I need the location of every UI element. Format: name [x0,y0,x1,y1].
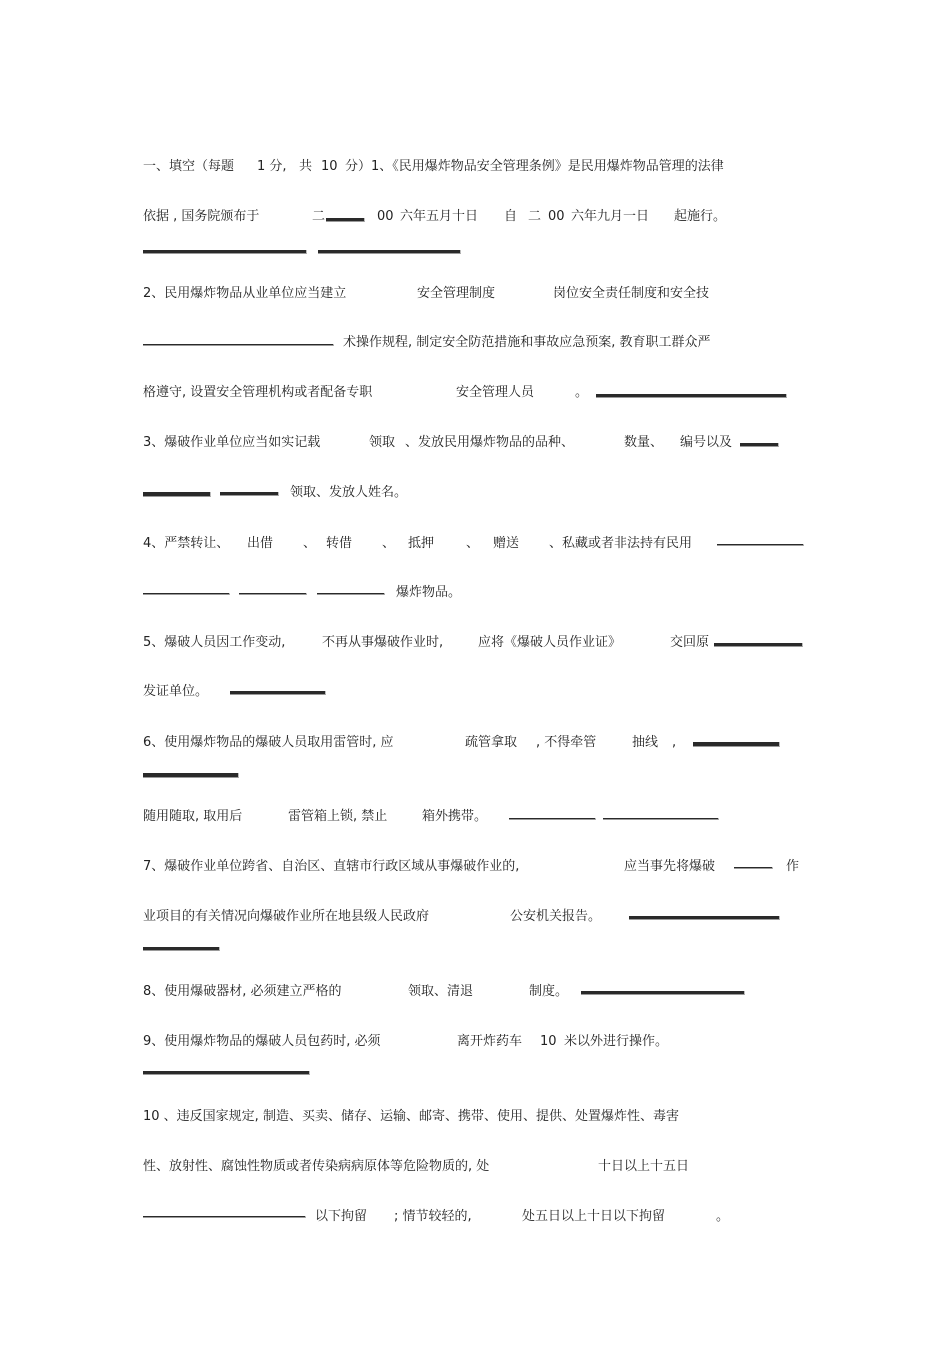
answer-text: 疏管拿取 [465,735,518,750]
answer-blank-line [220,492,279,496]
question-8-text: 制度。 [529,984,569,999]
answer-blank-line [143,250,307,254]
answer-text: 领取 [369,435,396,450]
answer-text: 领取、清退 [408,984,474,999]
answer-text: 安全管理制度 [417,286,496,301]
question-7-text: 7、爆破作业单位跨省、自治区、直辖市行政区域从事爆破作业的, [143,859,520,874]
answer-text: 出借 [247,536,274,551]
question-7-text: 业项目的有关情况向爆破作业所在地县级人民政府 [143,909,430,924]
text: 、 [466,536,480,551]
question-2-text: 2、民用爆炸物品从业单位应当建立 [143,286,347,301]
answer-blank-line [596,394,787,398]
question-6-text: 随用随取, 取用后 [143,809,243,824]
answer-text: 应当事先将爆破 [624,859,716,874]
section-heading-text: 一、填空（每题 [143,159,235,174]
question-2-text: 术操作规程, 制定安全防范措施和事故应急预案, 教育职工群众严 [343,335,711,350]
answer-blank-line [143,947,220,951]
answer-text: 00 [548,209,565,224]
answer-blank-line [143,344,334,346]
answer-text: 不再从事爆破作业时, [322,635,444,650]
answer-text: 转借 [326,536,353,551]
answer-text: 编号以及 [680,435,733,450]
text: 。 [575,385,589,400]
answer-blank-line [143,1216,306,1218]
answer-text: 箱外携带。 [422,809,488,824]
answer-blank-line [239,593,307,595]
answer-blank-line [603,818,719,820]
question-4-text: 爆炸物品。 [396,585,462,600]
answer-text: 赠送 [493,536,520,551]
answer-text: 数量、 [624,435,664,450]
answer-blank-line [714,643,803,647]
answer-blank-line [143,593,230,595]
question-1-text: 依据 , 国务院颁布于 [143,209,260,224]
answer-blank-line [318,250,461,254]
answer-blank-line [509,818,596,820]
answer-blank-line [734,867,773,869]
answer-text: 雷管箱上锁, 禁止 [288,809,388,824]
question-4-text: 4、严禁转让、 [143,536,230,551]
answer-text: 抽线 [632,735,659,750]
answer-text: 六年五月十日 [400,209,479,224]
answer-blank-line [143,1071,310,1075]
answer-blank-line [717,544,804,546]
answer-text: 10 [540,1034,557,1049]
question-7-text: 作 [786,859,800,874]
text: 、 [382,536,396,551]
answer-text: 抵押 [408,536,435,551]
question-9-text: 米以外进行操作。 [564,1034,669,1049]
answer-blank-line [230,691,326,695]
answer-text: 安全管理人员 [456,385,535,400]
answer-text: 十日以上十五日 [598,1159,690,1174]
answer-text: 六年九月一日 [571,209,650,224]
answer-blank-line [693,742,780,747]
answer-blank-line [629,916,780,920]
question-2-text: 格遵守, 设置安全管理机构或者配备专职 [143,385,373,400]
total-points: 10 [321,159,338,174]
answer-blank-line [581,991,745,995]
answer-text: 离开炸药车 [457,1034,523,1049]
question-9-text: 9、使用爆炸物品的爆破人员包药时, 必须 [143,1034,381,1049]
answer-blank-line [143,492,211,497]
question-6-text: , 不得牵管 [536,735,597,750]
answer-blank-line [143,773,239,778]
question-10-text: 10 、违反国家规定, 制造、买卖、储存、运输、邮寄、携带、使用、提供、处置爆炸性、毒害 [143,1109,679,1124]
text: , [672,735,677,750]
question-1-text: 分）1、《民用爆炸物品安全管理条例》是民用爆炸物品管理的法律 [345,159,724,174]
question-10-text: 性、放射性、腐蚀性物质或者传染病病原体等危险物质的, 处 [143,1159,490,1174]
points-per-question: 1 分, [257,159,287,174]
answer-blank-line [740,443,779,447]
answer-text: 处五日以上十日以下拘留 [522,1209,666,1224]
question-4-text: 、私藏或者非法持有民用 [549,536,693,551]
text: 。 [716,1209,730,1224]
question-3-text: 3、爆破作业单位应当如实记载 [143,435,321,450]
text: 、 [303,536,317,551]
answer-blank-line [326,218,365,222]
text: 起施行。 [674,209,727,224]
question-8-text: 8、使用爆破器材, 必须建立严格的 [143,984,342,999]
answer-text: 交回原 [670,635,710,650]
text: 自 [504,209,518,224]
question-6-text: 6、使用爆炸物品的爆破人员取用雷管时, 应 [143,735,394,750]
question-5-text: 应将《爆破人员作业证》 [478,635,622,650]
answer-text: 二 [528,209,542,224]
answer-blank-line [317,593,385,595]
answer-text: 00 [377,209,394,224]
question-5-text: 发证单位。 [143,684,209,699]
question-5-text: 5、爆破人员因工作变动, [143,635,286,650]
question-3-text: 领取、发放人姓名。 [290,485,408,500]
answer-text: 二 [312,209,326,224]
text: 共 [299,159,313,174]
answer-text: 以下拘留 [315,1209,368,1224]
question-3-text: 、发放民用爆炸物品的品种、 [405,435,575,450]
question-10-text: ; 情节较轻的, [394,1209,472,1224]
answer-text: 公安机关报告。 [510,909,602,924]
answer-text: 岗位安全责任制度和安全技 [553,286,710,301]
